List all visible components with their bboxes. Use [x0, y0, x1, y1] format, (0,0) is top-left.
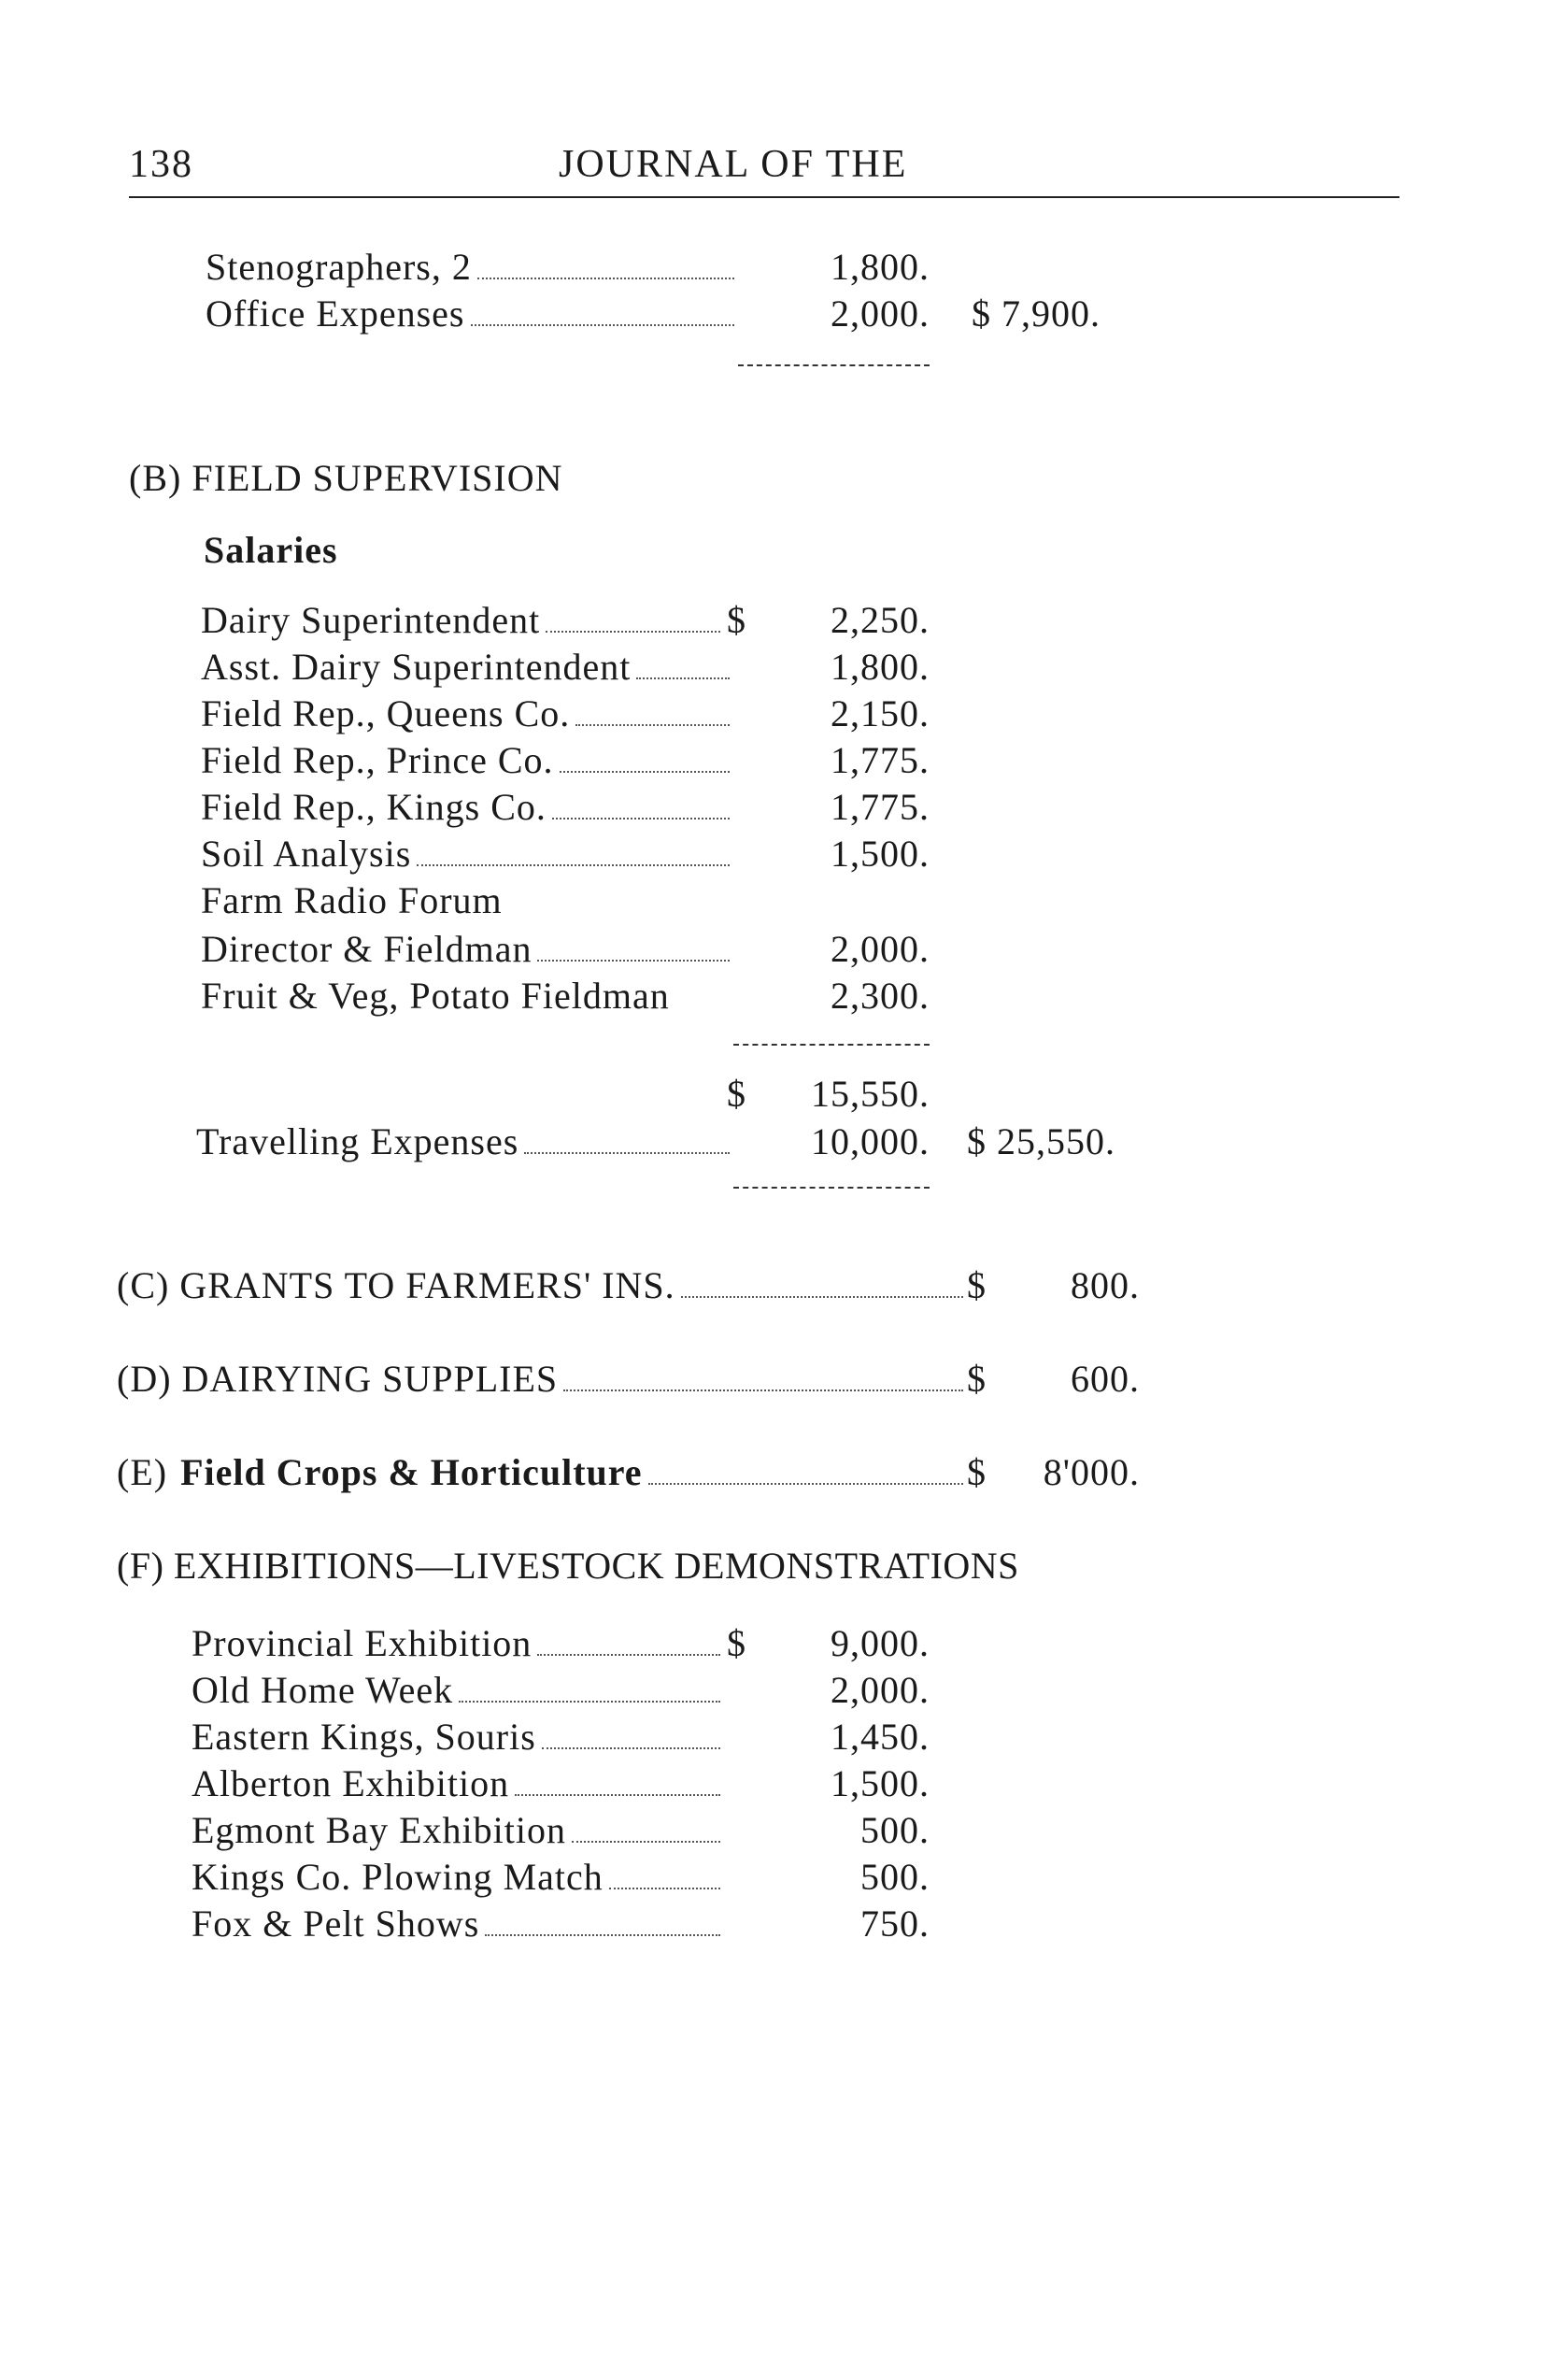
line-item: Kings Co. Plowing Match — [192, 1855, 724, 1899]
line-amount: 1,450. — [831, 1716, 930, 1758]
line-amount: 2,000. — [831, 928, 930, 970]
line-item: Soil Analysis — [201, 832, 733, 876]
line-amount: 750. — [860, 1903, 930, 1945]
section-amount: 800. — [1071, 1264, 1140, 1306]
section-heading: (F) EXHIBITIONS—LIVESTOCK DEMONSTRATIONS — [117, 1545, 1019, 1587]
line-item: Eastern Kings, Souris — [192, 1715, 724, 1759]
line-item: Director & Fieldman — [201, 927, 733, 971]
line-amount: 1,800. — [831, 646, 930, 688]
subtotal-amount: 15,550. — [811, 1073, 930, 1115]
section-subheading: Salaries — [204, 529, 338, 571]
line-item: Egmont Bay Exhibition — [192, 1808, 724, 1852]
line-amount: 1,500. — [831, 1762, 930, 1804]
dollar-sign: $ — [727, 1622, 746, 1664]
line-item: Old Home Week — [192, 1668, 724, 1712]
line-item: Provincial Exhibition — [192, 1621, 724, 1665]
line-amount: 1,775. — [831, 739, 930, 781]
dollar-sign: $ — [967, 1451, 987, 1493]
sum-rule — [733, 1044, 930, 1046]
line-item: Alberton Exhibition — [192, 1761, 724, 1805]
line-item: Field Rep., Queens Co. — [201, 691, 733, 735]
line-item: Travelling Expenses — [196, 1119, 733, 1163]
line-item: Office Expenses — [206, 292, 738, 335]
section-heading: (B) FIELD SUPERVISION — [129, 457, 563, 499]
line-item: Fruit & Veg, Potato Fieldman — [201, 975, 670, 1017]
dollar-sign: $ — [727, 599, 746, 641]
line-amount: 2,000. — [831, 1669, 930, 1711]
section-total: $ 25,550. — [967, 1120, 1115, 1162]
line-amount: 500. — [860, 1856, 930, 1898]
line-amount: 2,000. — [831, 292, 930, 335]
page-number: 138 — [129, 143, 193, 186]
section-total: $ 7,900. — [972, 292, 1101, 335]
line-amount: 1,500. — [831, 833, 930, 875]
line-item: Stenographers, 2 — [206, 245, 738, 289]
line-item: Field Rep., Kings Co. — [201, 785, 733, 829]
line-amount: 9,000. — [831, 1622, 930, 1664]
line-item: Farm Radio Forum — [201, 879, 503, 921]
section-line: (E) Field Crops & Horticulture — [117, 1450, 967, 1494]
sum-rule — [733, 1187, 930, 1189]
dollar-sign: $ — [967, 1264, 987, 1306]
section-line: (D) DAIRYING SUPPLIES — [117, 1357, 967, 1401]
line-amount: 2,250. — [831, 599, 930, 641]
line-item: Dairy Superintendent — [201, 598, 724, 642]
dollar-sign: $ — [967, 1358, 987, 1400]
running-title: JOURNAL OF THE — [559, 143, 908, 186]
header-rule — [129, 196, 1399, 198]
section-amount: 8'000. — [1043, 1451, 1140, 1493]
line-item: Fox & Pelt Shows — [192, 1902, 724, 1945]
line-item: Field Rep., Prince Co. — [201, 738, 733, 782]
section-line: (C) GRANTS TO FARMERS' INS. — [117, 1263, 967, 1307]
line-amount: 1,775. — [831, 786, 930, 828]
line-amount: 2,300. — [831, 975, 930, 1017]
sum-rule — [738, 364, 930, 366]
line-amount: 10,000. — [811, 1120, 930, 1162]
line-amount: 1,800. — [831, 246, 930, 288]
dollar-sign: $ — [727, 1073, 746, 1115]
line-amount: 500. — [860, 1809, 930, 1851]
line-item: Asst. Dairy Superintendent — [201, 645, 733, 689]
line-amount: 2,150. — [831, 692, 930, 734]
section-amount: 600. — [1071, 1358, 1140, 1400]
